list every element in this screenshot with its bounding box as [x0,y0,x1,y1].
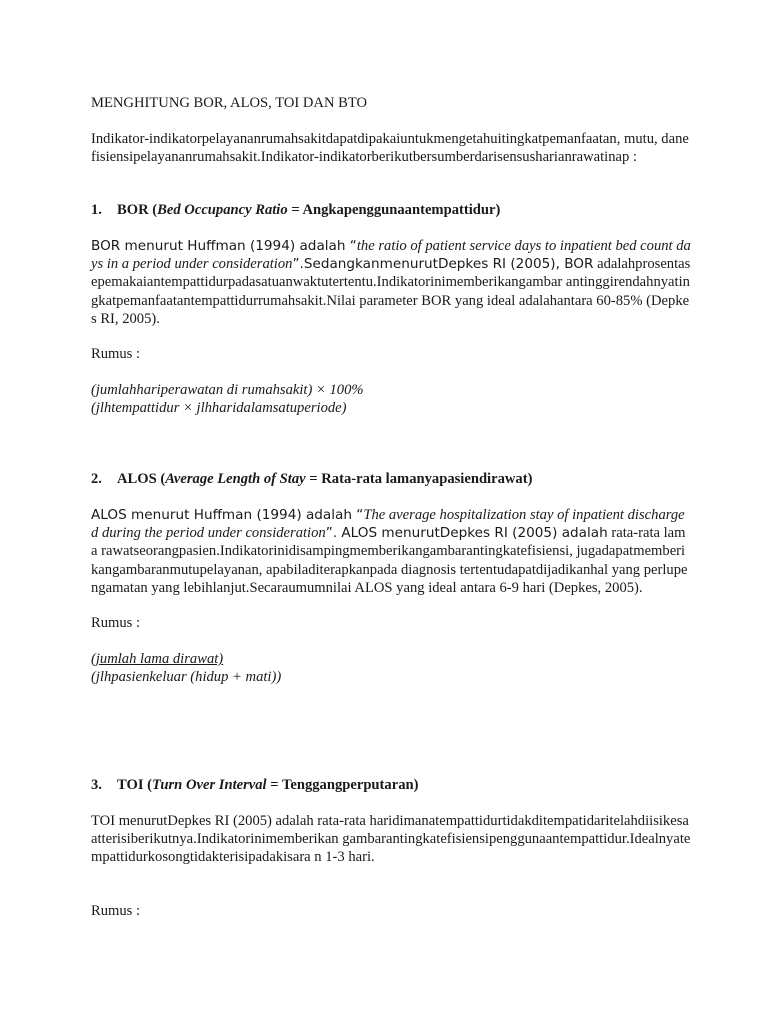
section-heading-bor [91,201,691,219]
heading-prefix: TOI ( [117,777,153,793]
paragraph-mid: ”. ALOS menurutDepkes RI (2005) adalah [325,525,608,542]
section-number: 3. [91,777,102,793]
heading-prefix: BOR ( [117,202,158,218]
paragraph-start: ALOS menurut Huffman (1994) adalah “ [91,507,364,523]
section-heading-alos [91,470,691,488]
paragraph-start: BOR menurut Huffman (1994) adalah “ [91,238,357,254]
paragraph-rest: rata-rata lama rawatseorangpasien.Indikatorinidisampingmemberikangambarantingkatefisiensi, jugadapatmemberikangambaranmutupelayanan, apabiladiterapkanpada diagnosis tertentudapatdijadikanhal yang perlupengamatan yang lebihlanjut.Secaraumumnilai ALOS yang ideal antara 6-9 hari (Depkes, 2005). [91,525,688,596]
formula-numerator: (jumlah lama dirawat) [91,651,224,667]
heading-term: Average Length of Stay [165,471,306,487]
heading-suffix: = Tenggangperputaran) [266,777,419,793]
paragraph-rest: haridimanatempattidurtidakditempatidaritelahdiisikesaatterisiberikutnya.Indikatorinimemberikan gambarantingkatefisiensipenggunaantempattidur.Idealnyatempattidurkosongtidakterisipadakisara n 1-3 hari. [91,813,691,866]
formula-numerator: (jumlahhariperawatan di rumahsakit) × 100% [91,382,364,398]
rumus-label: Rumus : [91,615,141,631]
bor-paragraph [91,237,691,328]
paragraph-quote: the ratio of patient service days to inpatient bed count days in a period under consideration [91,238,691,273]
rumus-label: Rumus : [91,346,141,362]
paragraph-mid: ”.SedangkanmenurutDepkes RI (2005), BOR [292,256,594,273]
formula-denominator: (jlhtempattidur × jlhharidalamsatuperiode) [91,400,347,416]
section-number: 2. [91,471,102,487]
heading-term: Turn Over Interval [152,777,267,793]
paragraph-quote: The average hospitalization stay of inpatient discharged during the period under consideration [91,507,685,542]
section-heading-toi [91,776,691,794]
heading-prefix: ALOS ( [117,471,166,487]
paragraph-start: TOI menurutDepkes RI (2005) adalah rata-rata [91,813,366,829]
rumus-label: Rumus : [91,903,141,919]
intro-paragraph: Indikator-indikatorpelayananrumahsakitdapatdipakaiuntukmengetahuitingkatpemanfaatan, mutu, danefisiensipelayananrumahsakit.Indikator-indikatorberikutbersumberdarisensusharianrawatinap : [91,131,689,166]
paragraph-rest: adalahprosentasepemakaiantempattidurpadasatuanwaktutertentu.Indikatorinimemberikangambar antinggirendahnyatingkatpemanfaatantempattidurrumahsakit.Nilai parameter BOR yang ideal adalahantara 60-85% (Depkes RI, 2005). [91,256,691,327]
alos-paragraph [91,506,691,597]
heading-term: Bed Occupancy Ratio [157,202,288,218]
section-number: 1. [91,202,102,218]
formula-denominator: (jlhpasienkeluar (hidup + mati)) [91,669,282,685]
document-title: MENGHITUNG BOR, ALOS, TOI DAN BTO [91,95,368,111]
heading-suffix: = Rata-rata lamanyapasiendirawat) [305,471,533,487]
heading-suffix: = Angkapenggunaantempattidur) [287,202,501,218]
toi-paragraph [91,812,691,867]
